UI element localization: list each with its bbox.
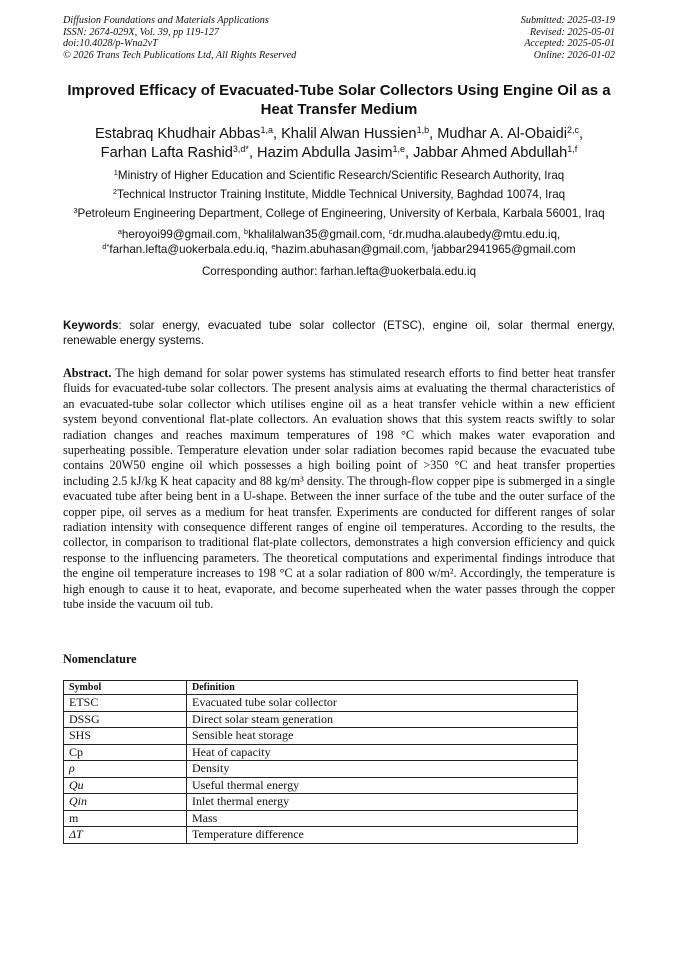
definition-cell: Useful thermal energy xyxy=(187,777,578,794)
col-header-definition: Definition xyxy=(187,681,578,695)
keywords xyxy=(63,318,615,348)
email-link[interactable]: hazim.abuhasan@gmail.com xyxy=(275,243,426,256)
email-link[interactable]: jabbar2941965@gmail.com xyxy=(433,243,576,256)
affiliation-text: Petroleum Engineering Department, College of Engineering, University of Kerbala, Karbala 56001, Iraq xyxy=(77,207,605,220)
symbol-cell: ρ xyxy=(64,761,187,778)
author-affil-sup: 1,f xyxy=(567,144,578,154)
keywords-text: : solar energy, evacuated tube solar collector (ETSC), engine oil, solar thermal energy, renewable energy systems. xyxy=(63,319,615,347)
table-row xyxy=(64,827,578,844)
author-name: Khalil Alwan Hussien xyxy=(281,126,417,142)
author-name: Hazim Abdulla Jasim xyxy=(257,145,393,161)
author-separator: , xyxy=(405,145,414,161)
email-separator: , xyxy=(425,243,432,256)
affiliation-2 xyxy=(60,187,618,202)
email-link[interactable]: dr.mudha.alaubedy@mtu.edu.iq, xyxy=(392,228,561,241)
symbol-cell: m xyxy=(64,810,187,827)
corresponding-author: Corresponding author: farhan.lefta@uokerbala.edu.iq xyxy=(201,265,477,278)
author-name: Mudhar A. Al-Obaidi xyxy=(437,126,567,142)
email-separator: , xyxy=(264,243,272,256)
definition-cell: Temperature difference xyxy=(187,827,578,844)
author-name: Farhan Lafta Rashid xyxy=(100,145,233,161)
email-sup: c xyxy=(388,227,393,236)
email-separator: , xyxy=(237,228,244,241)
revised-date: Revised: 2025-05-01 xyxy=(529,26,615,38)
definition-cell: Sensible heat storage xyxy=(187,728,578,745)
author-affil-sup: 2,c xyxy=(566,125,579,135)
affiliations xyxy=(60,168,618,279)
email-sup: d* xyxy=(102,242,110,251)
definition-cell: Heat of capacity xyxy=(187,744,578,761)
affiliation-3 xyxy=(60,206,618,221)
email-list xyxy=(60,227,618,257)
author-list xyxy=(40,125,638,163)
affiliation-num: 1 xyxy=(113,168,118,177)
symbol-cell: Cp xyxy=(64,744,187,761)
definition-cell: Direct solar steam generation xyxy=(187,711,578,728)
email-separator: , xyxy=(382,228,389,241)
table-row xyxy=(64,744,578,761)
definition-cell: Density xyxy=(187,761,578,778)
affiliation-num: 3 xyxy=(73,206,78,215)
email-link[interactable]: farhan.lefta@uokerbala.edu.iq xyxy=(109,243,265,256)
nomenclature-title: Nomenclature xyxy=(63,652,137,666)
author-name: Jabbar Ahmed Abdullah xyxy=(413,145,568,161)
table-header-row xyxy=(64,681,578,695)
email-sup: a xyxy=(117,227,122,236)
abstract-text: The high demand for solar power systems has stimulated research efforts to find better heat transfer fluids for evacuated-tube solar collectors. The present analysis aims at evaluating the thermal characteristics of an evacuated-tube solar collector which utilises engine oil as a heat transfer vehicle within a new efficient system beyond conventional flat-plate collectors. An evaluation shows that this system reacts swiftly to solar radiation changes and reaches maximum temperatures of 198 °C which makes water evaporation and superheating possible. Temperature elevation under solar radiation becomes rapid because the evacuated tube contains 20W50 engine oil which possesses a high boiling point of >350 °C and heat transfer properties including 2.5 kJ/kg K heat capacity and 88 kg/m³ density. The through-flow copper pipe is submerged in a single evacuated tube after being bent in a U-shape. Between the inner surface of the tube and the outer surface of the copper pipe, oil serves as a medium for heat transfer. Experiments are conducted for different ranges of solar radiation intensity with consequence different ranges of engine oil temperatures. According to the results, the collector, in comparison to traditional flat-plate collectors, demonstrates a high conversion efficiency and quick response to the influencing parameters. The theoretical computations and experimental findings introduce that the engine oil temperature increases to 198 °C at a solar radiation of 800 w/m². Accordingly, the temperature is high enough to cause it to heat, evaporate, and become superheated when the water passes through the copper tube inside the vacuum oil tub. xyxy=(63,366,615,612)
keywords-label: Keywords xyxy=(63,319,119,332)
author-affil-sup: 1,e xyxy=(392,144,406,154)
col-header-symbol: Symbol xyxy=(64,681,187,695)
author-separator: , xyxy=(272,126,282,142)
symbol-cell: DSSG xyxy=(64,711,187,728)
email-sup: e xyxy=(271,242,276,251)
header-right xyxy=(521,15,615,61)
symbol-cell: ETSC xyxy=(64,695,187,712)
definition-cell: Mass xyxy=(187,810,578,827)
header-left xyxy=(63,15,296,61)
table-row xyxy=(64,695,578,712)
symbol-cell: Qu xyxy=(64,777,187,794)
abstract xyxy=(63,366,615,613)
affiliation-1 xyxy=(60,168,618,183)
table-row xyxy=(64,728,578,745)
author-affil-sup: 1,a xyxy=(260,125,273,135)
nomenclature-table xyxy=(63,680,578,844)
email-sup: f xyxy=(431,242,434,251)
definition-cell: Evacuated tube solar collector xyxy=(187,695,578,712)
table-row xyxy=(64,711,578,728)
journal-name: Diffusion Foundations and Materials Applications xyxy=(63,15,269,26)
issn-line: ISSN: 2674-029X, Vol. 39, pp 119-127 xyxy=(63,26,220,38)
email-link[interactable]: khalilalwan35@gmail.com xyxy=(248,228,383,241)
abstract-label: Abstract. xyxy=(63,366,112,380)
table-row xyxy=(64,794,578,811)
symbol-cell: SHS xyxy=(64,728,187,745)
author-separator: , xyxy=(429,126,438,142)
doi-line: doi:10.4028/p-Wna2vT xyxy=(63,38,158,50)
symbol-cell: Qin xyxy=(64,794,187,811)
author-separator: , xyxy=(248,145,258,161)
copyright-line: © 2026 Trans Tech Publications Ltd, All Rights Reserved xyxy=(63,49,297,61)
affiliation-text: Technical Instructor Training Institute, Middle Technical University, Baghdad 10074, Iraq xyxy=(117,188,566,201)
email-sup: b xyxy=(243,227,249,236)
table-row xyxy=(64,810,578,827)
affiliation-num: 2 xyxy=(112,187,118,196)
table-row xyxy=(64,777,578,794)
author-separator: , xyxy=(579,126,584,142)
symbol-cell: ΔT xyxy=(64,827,187,844)
table-row xyxy=(64,761,578,778)
submitted-date: Submitted: 2025-03-19 xyxy=(520,15,615,26)
author-affil-sup: 1,b xyxy=(416,125,430,135)
definition-cell: Inlet thermal energy xyxy=(187,794,578,811)
author-affil-sup: 3,d* xyxy=(232,144,249,154)
online-date: Online: 2026-01-02 xyxy=(533,49,615,61)
paper-title: Improved Efficacy of Evacuated-Tube Solar Collectors Using Engine Oil as a Heat Transfer Medium xyxy=(67,82,611,118)
affiliation-text: Ministry of Higher Education and Scientific Research/Scientific Research Authority, Iraq xyxy=(117,169,565,182)
author-name: Estabraq Khudhair Abbas xyxy=(94,126,261,142)
email-link[interactable]: heroyoi99@gmail.com xyxy=(121,228,238,241)
accepted-date: Accepted: 2025-05-01 xyxy=(524,38,615,50)
